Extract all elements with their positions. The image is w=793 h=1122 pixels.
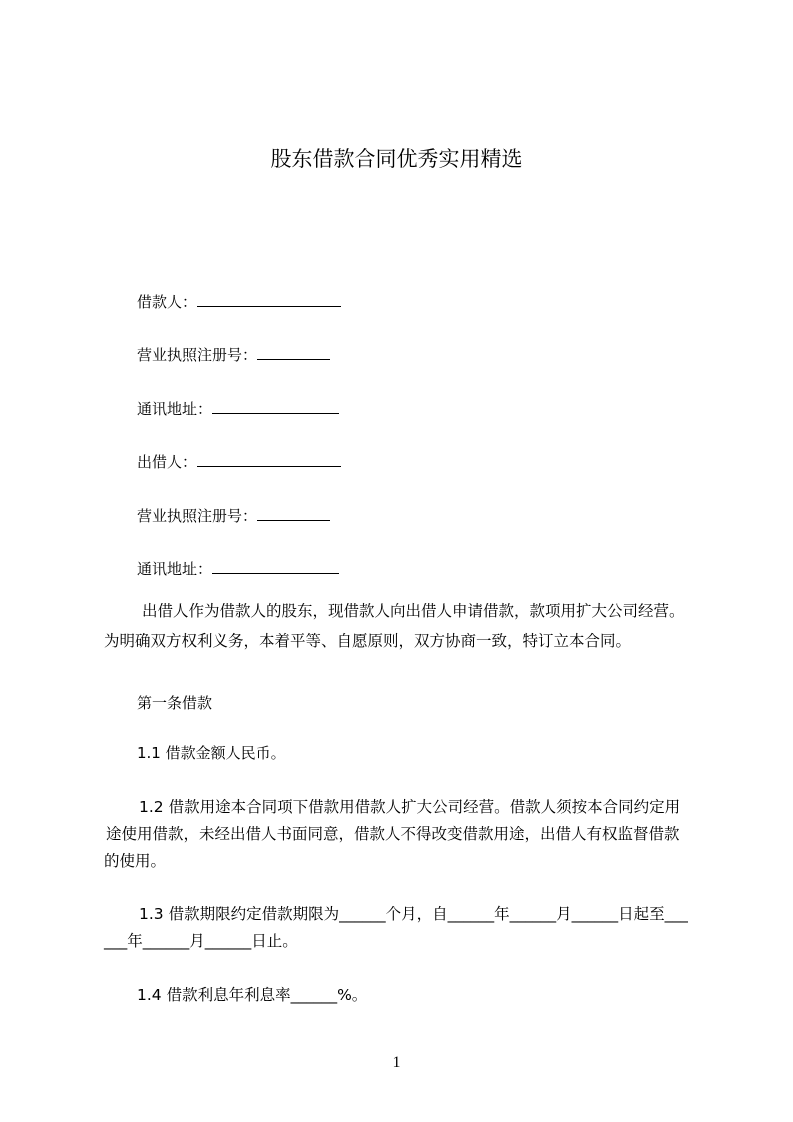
clause-1-2-line-3: 的使用。 xyxy=(104,852,167,870)
article-1-heading: 第一条借款 xyxy=(137,694,213,712)
borrower-reg-field xyxy=(137,345,330,365)
blank-line xyxy=(197,452,341,467)
lender-field xyxy=(137,452,341,472)
borrower-field xyxy=(137,292,341,312)
clause-1-2-line-1: 1.2 借款用途本合同项下借款用借款人扩大公司经营。借款人须按本合同约定用 xyxy=(139,798,681,816)
document-title: 股东借款合同优秀实用精选 xyxy=(270,147,523,171)
clause-1-3-line-2: ___年______月______日止。 xyxy=(104,932,298,950)
intro-line-2: 为明确双方权利义务，本着平等、自愿原则，双方协商一致，特订立本合同。 xyxy=(104,632,632,650)
field-label: 营业执照注册号： xyxy=(137,507,258,525)
field-label: 通讯地址： xyxy=(137,560,213,578)
intro-line-1: 出借人作为借款人的股东，现借款人向出借人申请借款，款项用扩大公司经营。 xyxy=(142,602,685,620)
lender-address-field xyxy=(137,559,339,579)
borrower-address-field xyxy=(137,399,339,419)
clause-1-3-line-1: 1.3 借款期限约定借款期限为______个月，自______年______月______日起至___ xyxy=(139,905,688,923)
blank-line xyxy=(257,506,330,521)
field-label: 通讯地址： xyxy=(137,400,213,418)
clause-1-2-line-2: 途使用借款，未经出借人书面同意，借款人不得改变借款用途，出借人有权监督借款 xyxy=(106,825,680,843)
blank-line xyxy=(257,345,330,360)
blank-line xyxy=(197,292,341,307)
lender-reg-field xyxy=(137,506,330,526)
clause-1-4: 1.4 借款利息年利息率______%。 xyxy=(137,986,368,1004)
page-number: 1 xyxy=(392,1054,401,1071)
field-label: 借款人： xyxy=(137,293,198,311)
field-label: 出借人： xyxy=(137,453,198,471)
field-label: 营业执照注册号： xyxy=(137,346,258,364)
blank-line xyxy=(212,399,339,414)
clause-1-1: 1.1 借款金额人民币。 xyxy=(137,744,286,762)
blank-line xyxy=(212,559,339,574)
